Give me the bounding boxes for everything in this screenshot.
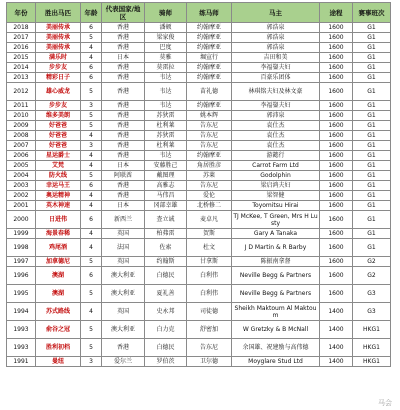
header-row	[7, 3, 391, 23]
year-cell: 2009	[7, 121, 36, 131]
trainer-cell: 苗礼德	[187, 83, 232, 101]
horse-cell: 好爸爸	[36, 141, 81, 151]
country-cell: 香港	[102, 111, 145, 121]
jockey-cell: 史永邦	[145, 303, 187, 321]
horse-cell: 加拿德尼	[36, 257, 81, 267]
country-cell: 香港	[102, 131, 145, 141]
trainer-cell: 卫尔德	[187, 357, 232, 367]
trainer-cell: 苏莱	[187, 171, 232, 181]
jockey-cell: 柏弗雷	[145, 229, 187, 239]
country-cell: 英国	[102, 229, 145, 239]
age-cell: 3	[81, 101, 102, 111]
distance-cell: 1600	[320, 161, 353, 171]
distance-cell: 1600	[320, 151, 353, 161]
horse-cell: 苏式路线	[36, 303, 81, 321]
horse-cell: 奥运精神	[36, 191, 81, 201]
horse-cell: 步步友	[36, 63, 81, 73]
jockey-cell: 白力克	[145, 321, 187, 339]
trainer-cell: 约翰摩亚	[187, 63, 232, 73]
distance-cell: 1600	[320, 101, 353, 111]
jockey-cell: 白德民	[145, 339, 187, 357]
owner-cell: J D Martin & R Barby	[232, 239, 320, 257]
table-row	[7, 53, 391, 63]
distance-cell: 1400	[320, 339, 353, 357]
owner-cell: 林琪铭夫妇及林文豪	[232, 83, 320, 101]
country-cell: 香港	[102, 191, 145, 201]
horse-cell: 胜利初档	[36, 339, 81, 357]
trainer-cell: 白利伟	[187, 285, 232, 303]
grade-cell: HKG1	[353, 339, 391, 357]
age-cell: 4	[81, 131, 102, 141]
jockey-cell: 苏狄雷	[145, 131, 187, 141]
trainer-cell: 甘拿斯	[187, 257, 232, 267]
trainer-cell: 姚本辉	[187, 111, 232, 121]
trainer-cell: 北桥修二	[187, 201, 232, 211]
grade-cell: G3	[353, 285, 391, 303]
owner-cell: Neville Begg & Partners	[232, 285, 320, 303]
jockey-cell: 罗伯茨	[145, 357, 187, 367]
age-cell: 5	[81, 121, 102, 131]
horse-cell: 海景春稀	[36, 229, 81, 239]
table-row	[7, 285, 391, 303]
year-cell: 2012	[7, 83, 36, 101]
table-body	[7, 23, 391, 367]
trainer-cell: 告东尼	[187, 121, 232, 131]
trainer-cell: 告东尼	[187, 339, 232, 357]
country-cell: 香港	[102, 73, 145, 83]
age-cell: 5	[81, 321, 102, 339]
owner-cell: Moyglare Stud Ltd	[232, 357, 320, 367]
year-cell: 2010	[7, 111, 36, 121]
horse-cell: 星运爵士	[36, 151, 81, 161]
grade-cell: G1	[353, 201, 391, 211]
distance-cell: 1600	[320, 111, 353, 121]
age-cell: 5	[81, 257, 102, 267]
grade-cell: G1	[353, 23, 391, 33]
owner-cell: W Gretzky & B McNall	[232, 321, 320, 339]
owner-cell: 游懿行	[232, 151, 320, 161]
horse-cell: 精彩日子	[36, 73, 81, 83]
col-header-year: 年份	[7, 3, 36, 23]
grade-cell: G1	[353, 111, 391, 121]
table-row	[7, 171, 391, 181]
horse-cell: 防火线	[36, 171, 81, 181]
age-cell: 5	[81, 33, 102, 43]
grade-cell: G1	[353, 101, 391, 111]
grade-cell: G1	[353, 161, 391, 171]
jockey-cell: 冈部幸雄	[145, 201, 187, 211]
table-row	[7, 339, 391, 357]
table-row	[7, 161, 391, 171]
owner-cell: 吉田和美	[232, 53, 320, 63]
col-header-trainer: 练马师	[187, 3, 232, 23]
distance-cell: 1600	[320, 73, 353, 83]
owner-cell: 袁仕杰	[232, 121, 320, 131]
trainer-cell: 告东尼	[187, 181, 232, 191]
jockey-cell: 马伟昌	[145, 191, 187, 201]
owner-cell: 郭浩泉	[232, 33, 320, 43]
trainer-cell: 杜文	[187, 239, 232, 257]
country-cell: 法国	[102, 239, 145, 257]
col-header-owner: 马主	[232, 3, 320, 23]
jockey-cell: 约翰斯	[145, 257, 187, 267]
distance-cell: 1600	[320, 239, 353, 257]
horse-cell: 幸运马王	[36, 181, 81, 191]
owner-cell: Gary A Tanaka	[232, 229, 320, 239]
distance-cell: 1600	[320, 229, 353, 239]
table-row	[7, 267, 391, 285]
jockey-cell: 韦达	[145, 73, 187, 83]
year-cell: 2013	[7, 73, 36, 83]
owner-cell: 百豪乐团体	[232, 73, 320, 83]
trainer-cell: 角居胜彦	[187, 161, 232, 171]
jockey-cell: 韦达	[145, 101, 187, 111]
trainer-cell: 司徒德	[187, 303, 232, 321]
age-cell: 4	[81, 43, 102, 53]
distance-cell: 1600	[320, 43, 353, 53]
table-row	[7, 357, 391, 367]
age-cell: 4	[81, 191, 102, 201]
jockey-cell: 莫雅	[145, 53, 187, 63]
table-row	[7, 239, 391, 257]
owner-cell: Neville Begg & Partners	[232, 267, 320, 285]
grade-cell: G1	[353, 229, 391, 239]
distance-cell: 1600	[320, 83, 353, 101]
jockey-cell: 夏礼善	[145, 285, 187, 303]
table-row	[7, 181, 391, 191]
country-cell: 香港	[102, 23, 145, 33]
horse-cell: 好爸爸	[36, 121, 81, 131]
age-cell: 5	[81, 285, 102, 303]
jockey-cell: 高雅志	[145, 181, 187, 191]
distance-cell: 1600	[320, 285, 353, 303]
year-cell: 1998	[7, 239, 36, 257]
country-cell: 香港	[102, 181, 145, 191]
watermark: 马会	[378, 399, 392, 407]
owner-cell: Sheikh Maktoum Al Maktoum	[232, 303, 320, 321]
table-row	[7, 257, 391, 267]
horse-cell: 曼纽	[36, 357, 81, 367]
horse-cell: 鸡尾酒	[36, 239, 81, 257]
grade-cell: G1	[353, 121, 391, 131]
jockey-cell: 巴度	[145, 43, 187, 53]
horse-cell: 澳湖	[36, 285, 81, 303]
trainer-cell: 舒密加	[187, 321, 232, 339]
age-cell: 6	[81, 181, 102, 191]
grade-cell: G1	[353, 191, 391, 201]
distance-cell: 1600	[320, 191, 353, 201]
table-row	[7, 151, 391, 161]
grade-cell: G1	[353, 141, 391, 151]
grade-cell: G1	[353, 239, 391, 257]
country-cell: 香港	[102, 33, 145, 43]
country-cell: 香港	[102, 121, 145, 131]
grade-cell: G1	[353, 151, 391, 161]
table-row	[7, 111, 391, 121]
owner-cell: 梁智健	[232, 191, 320, 201]
country-cell: 香港	[102, 43, 145, 53]
trainer-cell: 约翰摩亚	[187, 33, 232, 43]
age-cell: 6	[81, 211, 102, 229]
horse-cell: 雄心威龙	[36, 83, 81, 101]
table-row	[7, 191, 391, 201]
col-header-distance: 途程	[320, 3, 353, 23]
table-row	[7, 43, 391, 53]
distance-cell: 1400	[320, 303, 353, 321]
year-cell: 1993	[7, 339, 36, 357]
trainer-cell: 告东尼	[187, 131, 232, 141]
horse-cell: 美丽传承	[36, 23, 81, 33]
grade-cell: G1	[353, 33, 391, 43]
table-row	[7, 201, 391, 211]
age-cell: 4	[81, 161, 102, 171]
country-cell: 香港	[102, 151, 145, 161]
owner-cell: 袁仕杰	[232, 131, 320, 141]
jockey-cell: 杜利莱	[145, 141, 187, 151]
age-cell: 6	[81, 63, 102, 73]
jockey-cell: 戴图理	[145, 171, 187, 181]
distance-cell: 1600	[320, 267, 353, 285]
grade-cell: G1	[353, 211, 391, 229]
year-cell: 2004	[7, 171, 36, 181]
age-cell: 3	[81, 141, 102, 151]
horse-cell: 艾梵	[36, 161, 81, 171]
table-row	[7, 83, 391, 101]
table-row	[7, 303, 391, 321]
year-cell: 2001	[7, 201, 36, 211]
year-cell: 1999	[7, 229, 36, 239]
distance-cell: 1600	[320, 53, 353, 63]
jockey-cell: 佐索	[145, 239, 187, 257]
country-cell: 香港	[102, 339, 145, 357]
age-cell: 4	[81, 201, 102, 211]
year-cell: 1997	[7, 257, 36, 267]
jockey-cell: 莫雷拉	[145, 63, 187, 73]
jockey-cell: 白德民	[145, 267, 187, 285]
table-row	[7, 63, 391, 73]
table-row	[7, 131, 391, 141]
country-cell: 日本	[102, 53, 145, 63]
age-cell: 6	[81, 23, 102, 33]
jockey-cell: 梁家俊	[145, 33, 187, 43]
year-cell: 2011	[7, 101, 36, 111]
grade-cell: HKG1	[353, 321, 391, 339]
year-cell: 2000	[7, 211, 36, 229]
country-cell: 英国	[102, 257, 145, 267]
age-cell: 6	[81, 73, 102, 83]
year-cell: 2015	[7, 53, 36, 63]
distance-cell: 1400	[320, 357, 353, 367]
grade-cell: G1	[353, 53, 391, 63]
year-cell: 2003	[7, 181, 36, 191]
col-header-jockey: 骑师	[145, 3, 187, 23]
grade-cell: G1	[353, 171, 391, 181]
grade-cell: HKG1	[353, 357, 391, 367]
owner-cell: Toyomitsu Hirai	[232, 201, 320, 211]
owner-cell: 郭沛泉	[232, 111, 320, 121]
jockey-cell: 杜利莱	[145, 121, 187, 131]
horse-cell: 满乐时	[36, 53, 81, 63]
horse-cell: 美丽传承	[36, 43, 81, 53]
jockey-cell: 韦达	[145, 83, 187, 101]
trainer-cell: 白利伟	[187, 267, 232, 285]
grade-cell: G1	[353, 83, 391, 101]
trainer-cell: 贺斯	[187, 229, 232, 239]
distance-cell: 1600	[320, 211, 353, 229]
age-cell: 4	[81, 229, 102, 239]
age-cell: 4	[81, 151, 102, 161]
horse-cell: 俞谷之冠	[36, 321, 81, 339]
year-cell: 1994	[7, 303, 36, 321]
trainer-cell: 约翰摩亚	[187, 23, 232, 33]
year-cell: 2017	[7, 33, 36, 43]
owner-cell: Godolphin	[232, 171, 320, 181]
year-cell: 2006	[7, 151, 36, 161]
distance-cell: 1600	[320, 131, 353, 141]
owner-cell: 李福鋆夫妇	[232, 101, 320, 111]
grade-cell: G2	[353, 257, 391, 267]
country-cell: 香港	[102, 141, 145, 151]
year-cell: 2018	[7, 23, 36, 33]
table-row	[7, 211, 391, 229]
distance-cell: 1600	[320, 181, 353, 191]
trainer-cell: 爱伦	[187, 191, 232, 201]
country-cell: 爱尔兰	[102, 357, 145, 367]
grade-cell: G1	[353, 63, 391, 73]
jockey-cell: 苏狄雷	[145, 111, 187, 121]
country-cell: 澳大利亚	[102, 321, 145, 339]
country-cell: 新西兰	[102, 211, 145, 229]
owner-cell: 李福鋆夫妇	[232, 63, 320, 73]
year-cell: 1991	[7, 357, 36, 367]
trainer-cell: 约翰摩亚	[187, 43, 232, 53]
country-cell: 日本	[102, 201, 145, 211]
table-row	[7, 33, 391, 43]
age-cell: 4	[81, 303, 102, 321]
table-row	[7, 321, 391, 339]
owner-cell: Carrot Farm Ltd	[232, 161, 320, 171]
horse-cell: 好爸爸	[36, 131, 81, 141]
table-row	[7, 101, 391, 111]
horse-cell: 美丽传承	[36, 33, 81, 43]
trainer-cell: 约翰摩亚	[187, 101, 232, 111]
table-row	[7, 23, 391, 33]
year-cell: 1995	[7, 285, 36, 303]
distance-cell: 1600	[320, 201, 353, 211]
col-header-age: 年龄	[81, 3, 102, 23]
grade-cell: G1	[353, 73, 391, 83]
year-cell: 2008	[7, 131, 36, 141]
horse-cell: 步步友	[36, 101, 81, 111]
table-row	[7, 73, 391, 83]
country-cell: 香港	[102, 101, 145, 111]
owner-cell: TJ McKee, T Green, Mrs H Lusty	[233, 212, 318, 227]
year-cell: 1996	[7, 267, 36, 285]
age-cell: 5	[81, 171, 102, 181]
year-cell: 2014	[7, 63, 36, 73]
owner-cell: 陈振南拿督	[232, 257, 320, 267]
grade-cell: G1	[353, 131, 391, 141]
owner-cell: 袁仕杰	[232, 141, 320, 151]
country-cell: 阿联酋	[102, 171, 145, 181]
horse-cell: 澳湖	[36, 267, 81, 285]
year-cell: 2007	[7, 141, 36, 151]
grade-cell: G1	[353, 43, 391, 53]
trainer-cell: 约翰摩亚	[187, 151, 232, 161]
age-cell: 6	[81, 267, 102, 285]
distance-cell: 1600	[320, 257, 353, 267]
age-cell: 4	[81, 239, 102, 257]
jockey-cell: 查立诚	[145, 211, 187, 229]
distance-cell: 1600	[320, 121, 353, 131]
distance-cell: 1600	[320, 33, 353, 43]
horse-cell: 日进伟	[36, 211, 81, 229]
jockey-cell: 安藤胜己	[145, 161, 187, 171]
age-cell: 5	[81, 83, 102, 101]
table-row	[7, 141, 391, 151]
country-cell: 澳大利亚	[102, 267, 145, 285]
distance-cell: 1400	[320, 321, 353, 339]
distance-cell: 1600	[320, 63, 353, 73]
jockey-cell: 潘顿	[145, 23, 187, 33]
horse-cell: 维多美朗	[36, 111, 81, 121]
table-row	[7, 121, 391, 131]
owner-cell: 余国雄、祝建励与高伟德	[232, 339, 320, 357]
col-header-country: 代表国家/地区	[102, 3, 145, 23]
table-row	[7, 229, 391, 239]
year-cell: 2016	[7, 43, 36, 53]
horse-cell: 英木神速	[36, 201, 81, 211]
grade-cell: G1	[353, 181, 391, 191]
country-cell: 日本	[102, 161, 145, 171]
distance-cell: 1600	[320, 171, 353, 181]
year-cell: 2002	[7, 191, 36, 201]
owner-cell: 梁启鸿夫妇	[232, 181, 320, 191]
year-cell: 1993	[7, 321, 36, 339]
country-cell: 香港	[102, 63, 145, 73]
trainer-cell: 告东尼	[187, 141, 232, 151]
age-cell: 4	[81, 53, 102, 63]
country-cell: 香港	[102, 83, 145, 101]
owner-cell: 郭浩泉	[232, 23, 320, 33]
trainer-cell: 堀宣行	[187, 53, 232, 63]
age-cell: 3	[81, 357, 102, 367]
grade-cell: G3	[353, 303, 391, 321]
col-header-grade: 赛事班次	[353, 3, 391, 23]
country-cell: 英国	[102, 303, 145, 321]
owner-cell: 郭浩泉	[232, 43, 320, 53]
year-cell: 2005	[7, 161, 36, 171]
age-cell: 5	[81, 339, 102, 357]
distance-cell: 1600	[320, 23, 353, 33]
country-cell: 澳大利亚	[102, 285, 145, 303]
distance-cell: 1600	[320, 141, 353, 151]
trainer-cell: 约翰摩亚	[187, 73, 232, 83]
results-table	[6, 2, 391, 367]
trainer-cell: 麦卓凡	[187, 211, 232, 229]
jockey-cell: 韦达	[145, 151, 187, 161]
col-header-horse: 胜出马匹	[36, 3, 81, 23]
grade-cell: G2	[353, 267, 391, 285]
age-cell: 5	[81, 111, 102, 121]
